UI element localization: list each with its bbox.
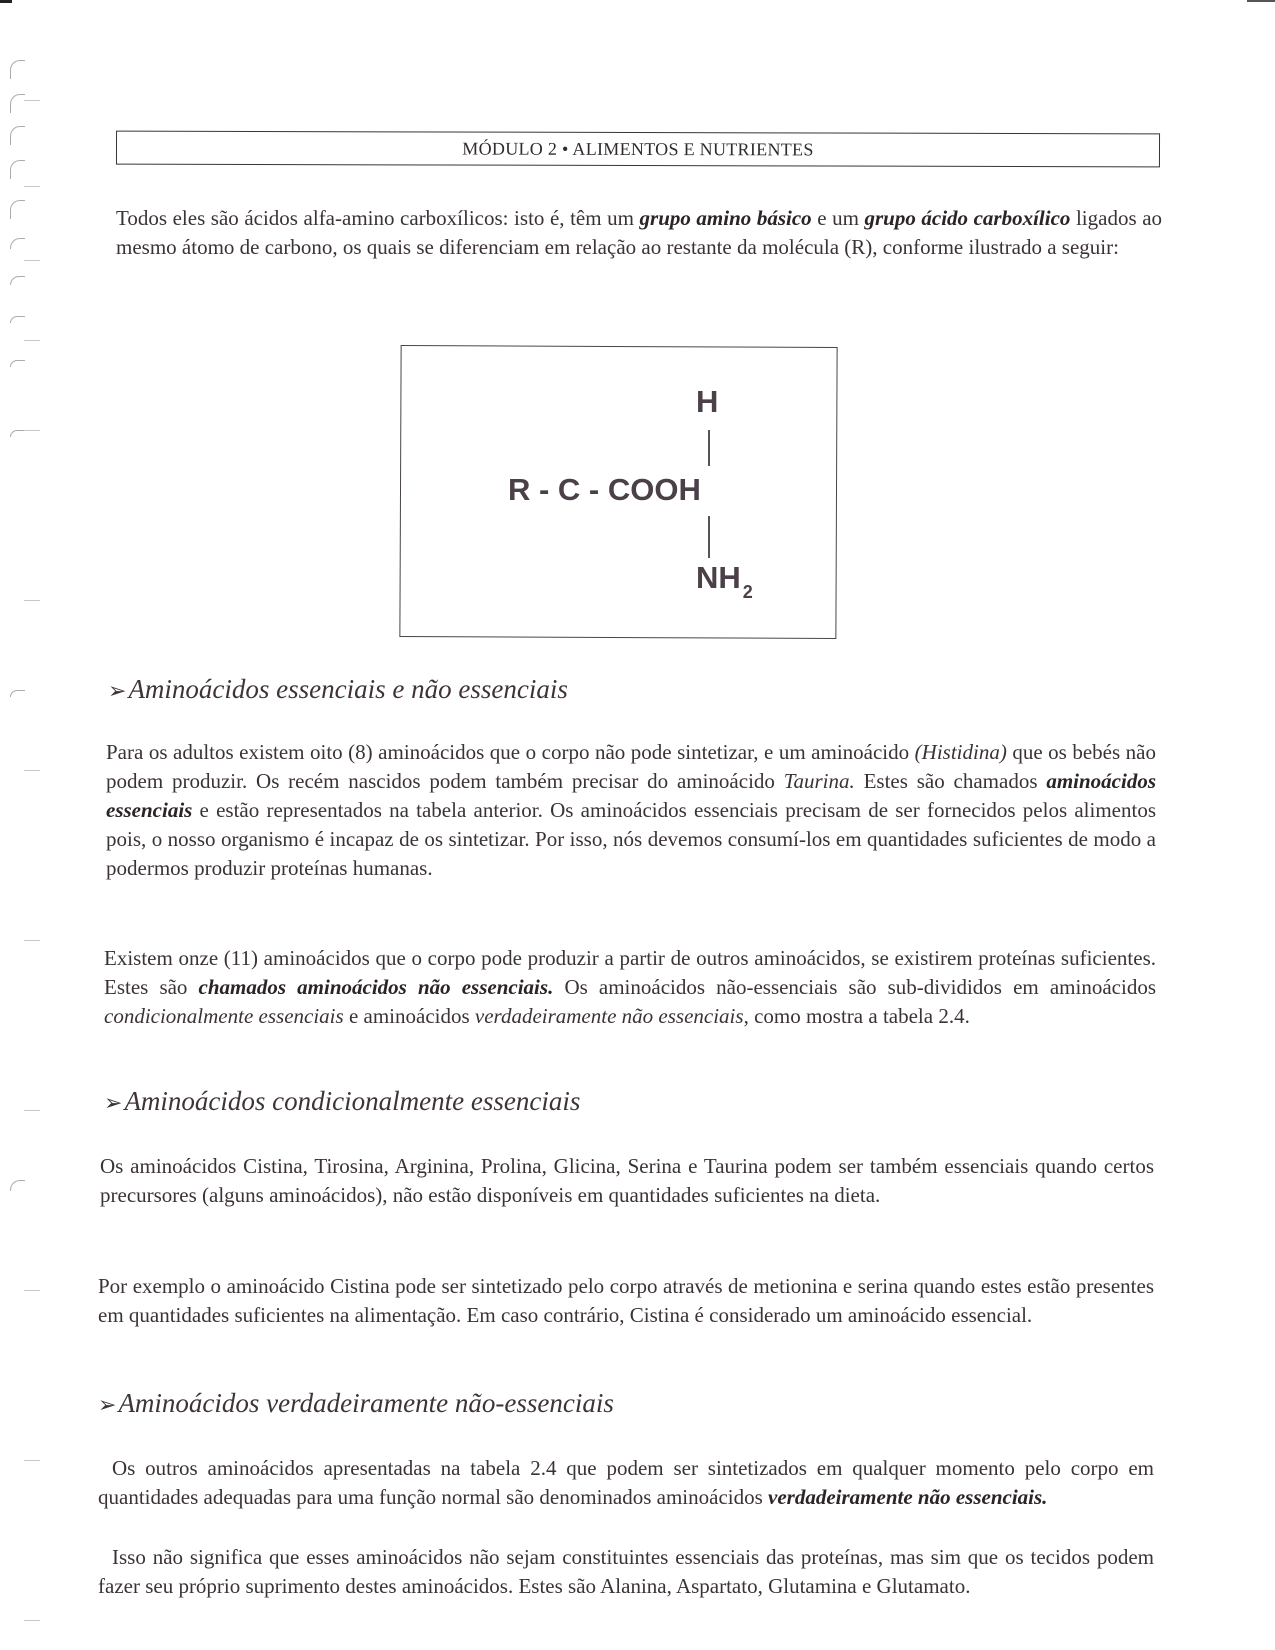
text-run: e aminoácidos xyxy=(343,1004,475,1028)
scan-mark xyxy=(10,160,25,179)
scan-tick xyxy=(24,1460,40,1461)
section-heading xyxy=(104,1086,580,1117)
scan-mark xyxy=(10,360,25,367)
scan-mark xyxy=(10,238,25,249)
text-run: Existem onze (11) aminoácidos que o corpo pode produzir a partir de outros aminoácidos, se existirem proteínas suficientes. Estes são xyxy=(104,946,1156,999)
scan-mark xyxy=(10,690,25,697)
section-paragraph xyxy=(98,1454,1154,1512)
scan-artifact xyxy=(1247,0,1275,2)
module-header-box xyxy=(116,131,1160,168)
text-run: e estão representados na tabela anterior. Os aminoácidos essenciais precisam de ser fornecidos pelos alimentos pois, o nosso organismo é incapaz de os sintetizar. Por isso, nós devemos consumí-los em quantidades suficientes de modo a podermos produzir proteínas humanas. xyxy=(106,798,1156,880)
scan-mark xyxy=(10,60,25,79)
scan-tick xyxy=(24,1110,40,1111)
formula-bottom-atom: NH xyxy=(696,560,741,595)
arrow-bullet-icon: ➢ xyxy=(98,1392,117,1417)
emphasis-term: chamados aminoácidos não essenciais. xyxy=(198,975,554,999)
formula-bond-bottom xyxy=(708,516,710,558)
section-heading xyxy=(108,674,568,705)
scan-tick xyxy=(24,940,40,941)
scan-tick xyxy=(24,1290,40,1291)
emphasis-term: condicionalmente essenciais xyxy=(104,1004,344,1028)
text-run: Para os adultos existem oito (8) aminoácidos que o corpo não pode sintetizar, e um aminoácido xyxy=(106,740,915,764)
section-heading-text: Aminoácidos essenciais e não essenciais xyxy=(128,674,568,704)
formula-subscript: 2 xyxy=(742,582,753,602)
scan-tick xyxy=(24,430,40,431)
section-paragraph xyxy=(104,944,1156,1031)
emphasis-term: grupo amino básico xyxy=(639,206,812,230)
section-paragraph xyxy=(98,1543,1154,1601)
scan-mark xyxy=(10,200,25,219)
scan-mark xyxy=(10,94,25,113)
emphasis-term: verdadeiramente não essenciais. xyxy=(768,1485,1048,1509)
scan-tick xyxy=(24,100,40,101)
text-run: Estes são chamados xyxy=(854,769,1047,793)
scan-tick xyxy=(24,260,40,261)
text-run: Por exemplo o aminoácido Cistina pode ser sintetizado pelo corpo através de metionina e serina quando estes estão presentes em quantidades suficientes na alimentação. Em caso contrário, Cistina é considerado um aminoácido essencial. xyxy=(98,1274,1154,1327)
scan-tick xyxy=(24,600,40,601)
scan-tick xyxy=(24,770,40,771)
scan-tick xyxy=(24,340,40,341)
text-run: Os aminoácidos não-essenciais são sub-divididos em aminoácidos xyxy=(553,975,1156,999)
text-run: Os aminoácidos Cistina, Tirosina, Arginina, Prolina, Glicina, Serina e Taurina podem ser também essenciais quando certos precursores (alguns aminoácidos), não estão disponíveis em quantidades suficientes na dieta. xyxy=(100,1154,1154,1207)
formula-bond-top xyxy=(708,430,710,466)
arrow-bullet-icon: ➢ xyxy=(104,1090,123,1115)
text-run: que os bebés não podem produzir. Os recém nascidos podem também precisar do aminoácido xyxy=(106,740,1156,793)
formula-bottom-group xyxy=(696,560,753,602)
section-paragraph xyxy=(100,1152,1154,1210)
scan-mark xyxy=(10,1180,25,1191)
formula-main-chain: R - C - COOH xyxy=(508,472,701,507)
text-run: Os outros aminoácidos apresentadas na tabela 2.4 que podem ser sintetizados em qualquer momento pelo corpo em quantidades adequadas para uma função normal são denominados aminoácidos xyxy=(98,1456,1154,1509)
scan-tick xyxy=(24,1620,40,1621)
scan-mark xyxy=(10,316,25,323)
formula-top-atom: H xyxy=(696,384,719,419)
emphasis-term: Taurina. xyxy=(783,769,855,793)
scan-mark xyxy=(10,126,25,145)
text-run: Todos eles são ácidos alfa-amino carboxílicos: isto é, têm um xyxy=(116,206,640,230)
text-run: , como mostra a tabela 2.4. xyxy=(743,1004,970,1028)
emphasis-term: verdadeiramente não essenciais xyxy=(474,1004,744,1028)
intro-paragraph xyxy=(116,204,1162,262)
module-header-title: MÓDULO 2 • ALIMENTOS E NUTRIENTES xyxy=(462,138,814,159)
text-run: e um xyxy=(811,206,865,230)
text-run: ligados ao mesmo átomo de carbono, os quais se diferenciam em relação ao restante da molécula (R), conforme ilustrado a seguir: xyxy=(116,206,1163,259)
section-heading-text: Aminoácidos verdadeiramente não-essenciais xyxy=(118,1388,614,1418)
scan-mark xyxy=(10,276,25,285)
binder-scan-marks xyxy=(0,0,60,1650)
section-paragraph xyxy=(98,1272,1154,1330)
scan-tick xyxy=(24,186,40,187)
arrow-bullet-icon: ➢ xyxy=(108,678,127,703)
section-heading-text: Aminoácidos condicionalmente essenciais xyxy=(124,1086,581,1116)
scan-mark xyxy=(10,430,25,437)
emphasis-term: grupo ácido carboxílico xyxy=(864,206,1071,230)
section-paragraph xyxy=(106,738,1156,883)
text-run: Isso não significa que esses aminoácidos não sejam constituintes essenciais das proteínas, mas sim que os tecidos podem fazer seu próprio suprimento destes aminoácidos. Estes são Alanina, Aspartato, Glutamina e Glutamato. xyxy=(98,1545,1154,1598)
emphasis-term: (Histidina) xyxy=(914,740,1007,764)
section-heading xyxy=(98,1388,614,1419)
emphasis-term: aminoácidos essenciais xyxy=(106,769,1156,822)
